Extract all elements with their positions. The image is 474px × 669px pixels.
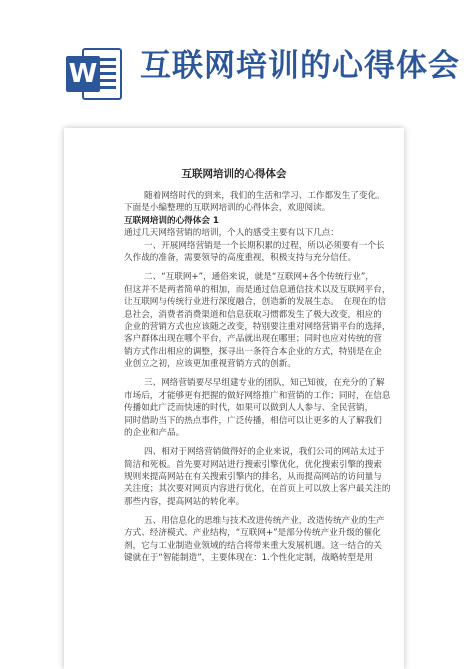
document-text-line: 那些内容，提高网站的转化率。: [124, 496, 245, 507]
document-text-line: 三、网络营销要尽早组建专业的团队，知己知彼，在充分的了解: [144, 378, 385, 389]
document-text-line: 随着网络时代的到来，我们的生活和学习、工作都发生了变化。: [144, 191, 385, 201]
document-text-line: 市场后，才能够更有把握的做好网络推广和营销的工作；同时，在信息: [124, 390, 391, 401]
document-text-line: 通过几天网络营销的培训，个人的感受主要有以下几点：: [124, 228, 339, 239]
document-text-line: 息社会，消费者消费渠道和信息获取习惯都发生了极大改变，相应的: [124, 309, 382, 320]
document-text-line: 剂，它与工业制造业领域的结合将带来重大发展机遇。这一结合的关: [124, 540, 382, 551]
document-text-line: 二、“互联网+”，通俗来说，就是“互联网+各个传统行业”，: [144, 272, 374, 283]
document-text-line: 但这并不是两者简单的相加，而是通过信息通信技术以及互联网平台，: [124, 284, 391, 295]
document-text-line: 下面是小编整理的互联网培训的心得体会，欢迎阅读。: [124, 203, 331, 214]
document-text-line: 企业的营销方式也应该随之改变，特别要注重对网络营销平台的选择，: [124, 322, 391, 333]
document-text-line: 关注度；其次要对网页内容进行优化，在首页上可以放上客户最关注的: [124, 484, 391, 495]
word-document-icon: [64, 42, 126, 104]
document-text-line: 传播如此广泛而快速的时代，如果可以做到人人参与、全民营销，: [124, 403, 374, 414]
document-text-line: 业创立之初，应该更加重视营销方式的创新。: [124, 359, 296, 370]
document-text-line: 四、相对于网络营销做得好的企业来说，我们公司的网站太过于: [144, 447, 385, 458]
document-text-line: 销方式作出相应的调整，探寻出一条符合本企业的方式，特别是在企: [124, 346, 382, 357]
document-text-line: 的企业和产品。: [124, 428, 185, 439]
document-body: [124, 190, 408, 565]
word-logo-letter: W: [66, 56, 100, 92]
document-text-line: 简洁和死板。首先要对网站进行搜索引擎优化，优化搜索引擎的搜索: [124, 459, 382, 470]
document-text-line: 让互联网与传统行业进行深度融合，创造新的发展生态。 在现在的信: [124, 297, 387, 308]
document-page: [64, 128, 404, 669]
header-banner: [0, 0, 474, 120]
document-text-line: 五、用信息化的思维与技术改进传统产业，改造传统产业的生产: [144, 515, 385, 526]
document-text-line: 一、开展网络营销是一个长期积累的过程，所以必须要有一个长: [144, 240, 385, 251]
document-text-line: 规则来提高网站在有关搜索引擎内的排名，从而提高网站的访问量与: [124, 472, 382, 483]
document-text-line: 久作战的准备，需要领导的高度重视，积极支持与充分信任。: [124, 253, 357, 264]
document-text-line: 方式、经济模式、产业结构，“互联网+”是部分传统产业升级的催化: [124, 528, 381, 539]
banner-title: 互联网培训的心得体会: [140, 48, 460, 84]
section-heading: 互联网培训的心得体会 1: [124, 215, 219, 226]
document-text-line: 键就在于“智能制造”，主要体现在：1.个性化定制，战略转型是用: [124, 553, 374, 564]
document-text-line: 客户群体出现在哪个平台，产品就出现在哪里；同时也应对传统的营: [124, 334, 382, 345]
document-title: 互联网培训的心得体会: [181, 168, 287, 180]
document-text-line: 同时借助当下的热点事件，广泛传播，相信可以让更多的人了解我们: [124, 415, 382, 426]
